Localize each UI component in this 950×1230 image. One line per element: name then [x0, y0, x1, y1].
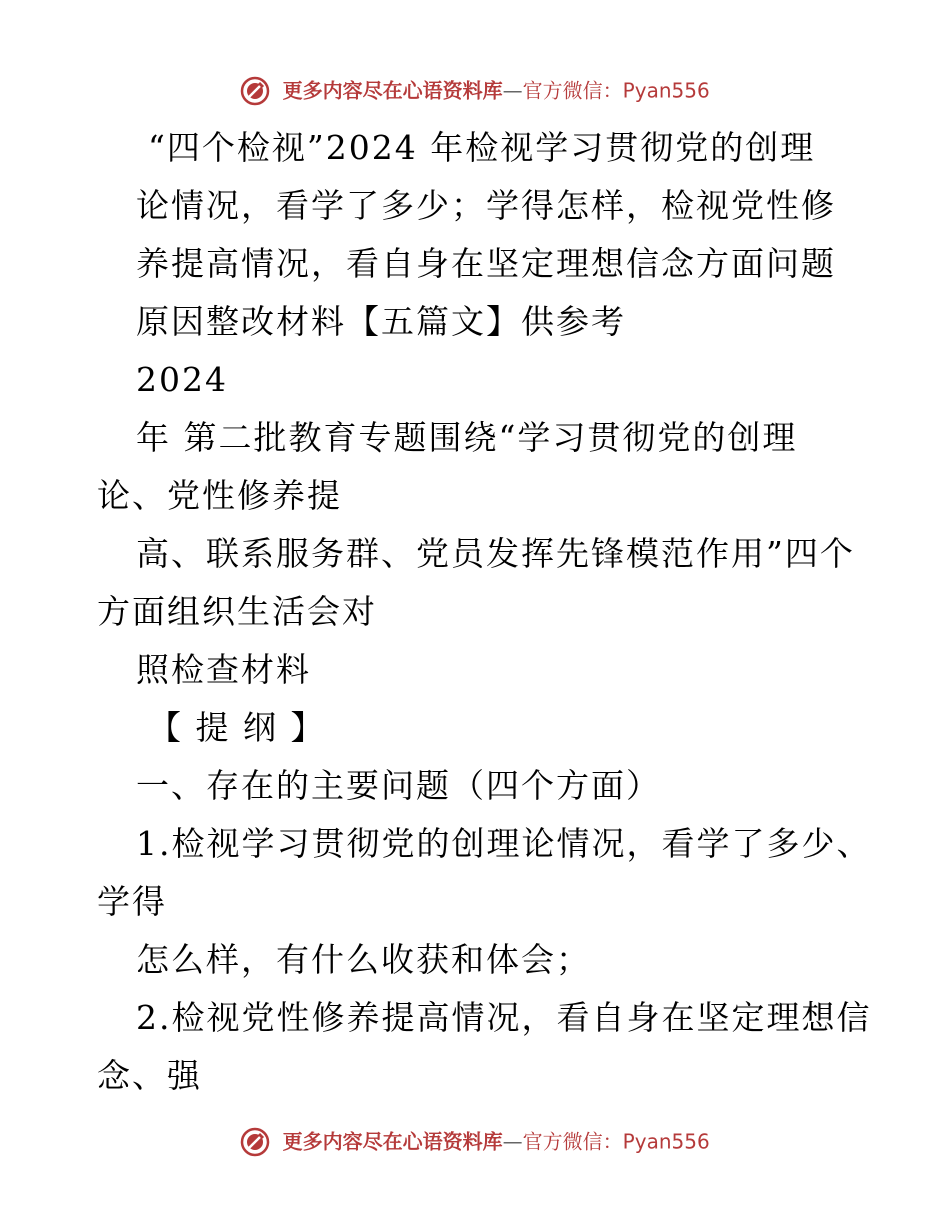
section-heading: 一、存在的主要问题（四个方面）: [136, 766, 661, 805]
watermark-separator: —: [502, 1129, 523, 1154]
header-watermark: [0, 75, 950, 106]
paragraph-line: 怎么样，有什么收获和体会；: [136, 940, 591, 979]
doc-title-line-3: 养提高情况，看自身在坚定理想信念方面问题: [136, 244, 836, 283]
paragraph-line: 照检查材料: [136, 650, 311, 689]
watermark-main-text: 更多内容尽在心语资料库: [282, 78, 503, 103]
watermark-main-text: 更多内容尽在心语资料库: [282, 1129, 503, 1154]
doc-title-line-2: 论情况，看学了多少；学得怎样，检视党性修: [136, 186, 836, 225]
paragraph-line-year: 2024: [136, 360, 228, 399]
doc-title-line-4: 原因整改材料【五篇文】供参考: [136, 302, 626, 341]
list-item-continuation: 念、强: [97, 1056, 202, 1095]
paragraph-line: 高、联系服务群、党员发挥先锋模范作用”四个: [136, 534, 855, 573]
pen-seal-icon: [240, 1127, 270, 1157]
outline-heading: 【 提 纲 】: [148, 708, 326, 747]
list-item: 1.检视学习贯彻党的创理论情况，看学了多少、: [136, 824, 872, 863]
watermark-wechat-text: 官方微信：Pyan556: [522, 78, 710, 103]
paragraph-line: 论、党性修养提: [97, 476, 342, 515]
watermark-separator: —: [502, 78, 523, 103]
pen-seal-icon: [240, 76, 270, 106]
doc-title-line-1: “四个检视”2024 年检视学习贯彻党的创理: [148, 128, 816, 167]
paragraph-line: 年 第二批教育专题围绕“学习贯彻党的创理: [136, 418, 798, 457]
footer-watermark: [0, 1126, 950, 1157]
paragraph-line: 方面组织生活会对: [97, 592, 377, 631]
watermark-wechat-text: 官方微信：Pyan556: [522, 1129, 710, 1154]
list-item: 2.检视党性修养提高情况，看自身在坚定理想信: [136, 998, 872, 1037]
list-item-continuation: 学得: [97, 882, 167, 921]
